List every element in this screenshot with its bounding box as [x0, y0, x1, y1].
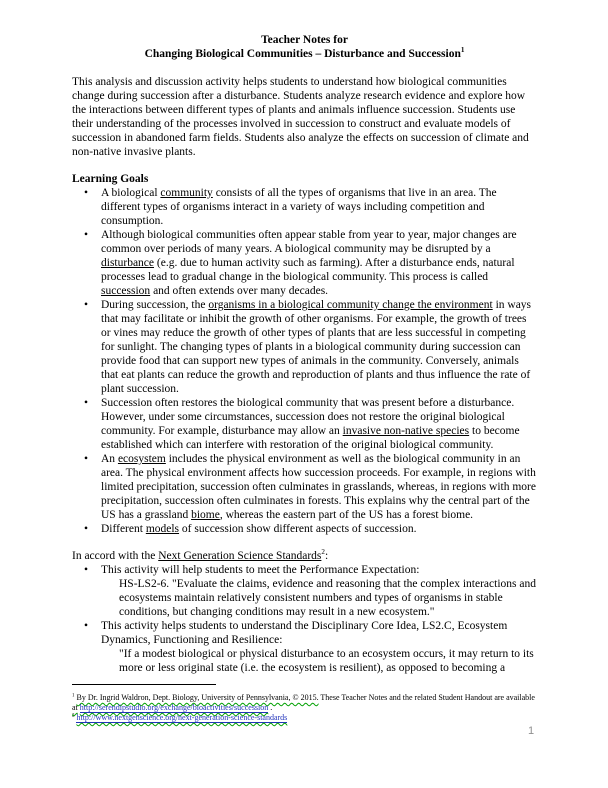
ngss-item	[72, 619, 537, 675]
bullet-icon: •	[84, 299, 89, 311]
bullet-icon: •	[84, 229, 89, 241]
hyperlink[interactable]: http://www.nextgenscience.org/next-generation-science-standards	[76, 713, 288, 722]
learning-goal-text: Succession often restores the biological community that was present before a disturbance. However, under some circumstances, succession does not restore the original biological community. For example, disturbance may allow an invasive non-native species to become established which can interfere with restoration of the original biological community.	[101, 397, 520, 451]
footnote-separator	[72, 684, 216, 685]
title-line-1: Teacher Notes for	[261, 34, 348, 46]
document-title	[72, 33, 537, 61]
title-line-2: Changing Biological Communities – Disturbance and Succession$^1$	[144, 46, 465, 60]
learning-goals-heading: Learning Goals	[72, 173, 149, 185]
ngss-item	[72, 563, 537, 619]
ngss-lead-paragraph: In accord with the Next Generation Science Standards$^2$:	[72, 548, 329, 562]
ngss-quote: "If a modest biological or physical disturbance to an ecosystem occurs, it may return to its more or less original state (i.e. the ecosystem is resilient), as opposed to becoming a	[119, 648, 534, 674]
learning-goal-item	[72, 186, 537, 228]
learning-goal-item	[72, 522, 537, 536]
learning-goal-text: A biological community consists of all the types of organisms that live in an area. The different types of organisms interact in a variety of ways including competition and consumption.	[101, 187, 497, 227]
learning-goal-text: Although biological communities often appear stable from year to year, major changes are common over periods of many years. A biological community may be disrupted by a disturbance (e.g. due to human activity such as farming). After a disturbance ends, natural processes lead to gradual change in the biological community. This process is called succession and often extends over many decades.	[101, 229, 517, 297]
page-number: 1	[528, 725, 535, 737]
bullet-icon: •	[84, 620, 89, 632]
hyperlink[interactable]: http://serendipstudio.org/exchange/bioactivities/succession	[79, 703, 269, 712]
footnote-area	[72, 684, 538, 723]
learning-goal-item	[72, 228, 537, 298]
ngss-item-text: This activity will help students to meet the Performance Expectation:	[101, 564, 420, 576]
learning-goal-item	[72, 452, 537, 522]
learning-goal-item	[72, 396, 537, 452]
learning-goals-list	[72, 186, 537, 536]
learning-goal-text: During succession, the organisms in a biological community change the environment in ways that may facilitate or inhibit the growth of other organisms. For example, the growth of trees or vines may reduce the growth of other types of plants that are less successful in competing for sunlight. The changing types of plants in a biological community during succession can provide food that can support new types of animals in the community. Conversely, animals that eat plants can reduce the growth and reproduction of plants and thus influence the rate of plant succession.	[101, 299, 532, 395]
ngss-item-text: This activity helps students to understand the Disciplinary Core Idea, LS2.C, Ecosystem Dynamics, Functioning and Resilience:	[101, 620, 508, 646]
bullet-icon: •	[84, 397, 89, 409]
intro-paragraph: This analysis and discussion activity helps students to understand how biological communities change during succession after a disturbance. Students analyze research evidence and explore how the interactions between different types of plants and animals influence succession. Students use their understanding of the processes involved in succession to construct and evaluate models of succession in abandoned farm fields. Students also analyze the effects on succession of climate and non-native invasive plants.	[72, 76, 529, 158]
learning-goal-text: Different models of succession show different aspects of succession.	[101, 523, 417, 535]
footnote-1: $^1$ By Dr. Ingrid Waldron, Dept. Biology, University of Pennsylvania, © 2015. These Teacher Notes and the related Student Handout are available at http://serendipstudio.org/exchange/bioactivities/succession .	[72, 693, 535, 712]
learning-goal-item	[72, 298, 537, 396]
bullet-icon: •	[84, 453, 89, 465]
bullet-icon: •	[84, 187, 89, 199]
bullet-icon: •	[84, 523, 89, 535]
learning-goal-text: An ecosystem includes the physical environment as well as the biological community in an area. The physical environment affects how succession proceeds. For example, in regions with limited precipitation, succession often culminates in grasslands, whereas, in regions with more precipitation, succession often culminates in forests. This explains why the central part of the US has a grassland biome, whereas the eastern part of the US has a forest biome.	[101, 453, 536, 521]
bullet-icon: •	[84, 564, 89, 576]
footnote-2: $^2$ http://www.nextgenscience.org/next-generation-science-standards	[72, 713, 288, 722]
ngss-quote: HS-LS2-6. "Evaluate the claims, evidence and reasoning that the complex interactions and ecosystems maintain relatively consistent numbers and types of organisms in stable conditions, but changing conditions may result in a new ecosystem."	[119, 578, 536, 618]
ngss-list	[72, 563, 537, 675]
